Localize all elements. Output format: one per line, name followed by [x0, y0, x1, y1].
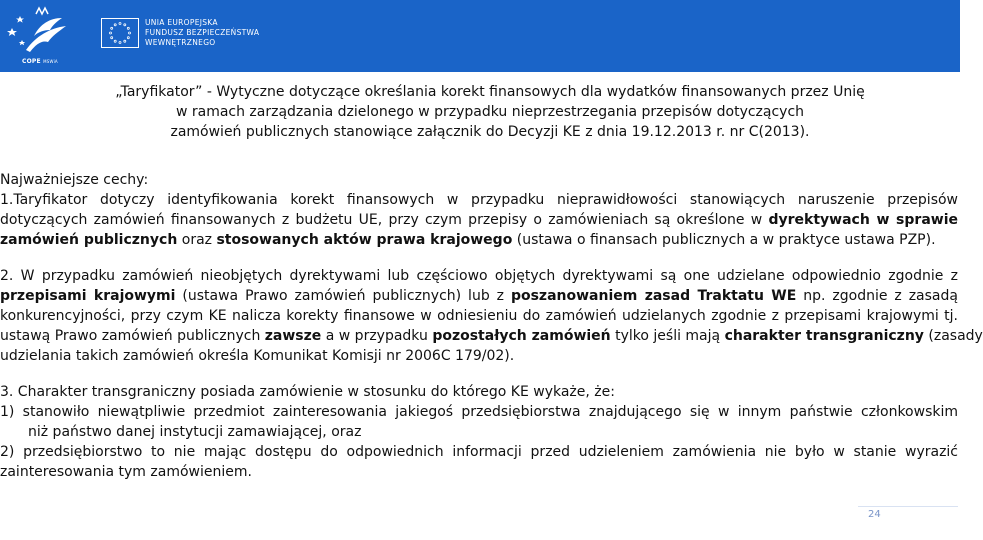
section2-line-4: ustawą Prawo zamówień publicznych zawsze a w przypadku pozostałych zamówień tylko jeśli mają charakter transgraniczny (zasady	[0, 328, 983, 344]
cope-logo	[6, 6, 70, 66]
section-heading: Najważniejsze cechy:	[0, 172, 149, 188]
section2-line-3: konkurencyjności, przy czym KE nalicza korekty finansowe w odniesieniu do zamówień udzielanych zgodnie z przepisami krajowymi tj.	[0, 308, 958, 324]
slide-title	[60, 82, 920, 142]
section3-line-2: 1) stanowiło niewątpliwie przedmiot zainteresowania jakiegoś przedsiębiorstwa znajdującego się w innym państwie członkowskim	[0, 404, 958, 420]
section2-line-2: przepisami krajowymi (ustawa Prawo zamówień publicznych) lub z poszanowaniem zasad Traktatu WE np. zgodnie z zasadą	[0, 288, 958, 304]
cope-eagle-logo-icon	[6, 6, 70, 58]
section1-line-3: zamówień publicznych oraz stosowanych aktów prawa krajowego (ustawa o finansach publicznych a w praktyce ustawa PZP).	[0, 232, 936, 248]
title-line-3: zamówień publicznych stanowiące załącznik do Decyzji KE z dnia 19.12.2013 r. nr C(2013).	[170, 124, 810, 140]
title-line-1: „Taryfikator” - Wytyczne dotyczące określania korekt finansowych dla wydatków finansowanych przez Unię	[115, 84, 865, 100]
eu-fund-label	[145, 18, 259, 48]
title-line-2: w ramach zarządzania dzielonego w przypadku nieprzestrzegania przepisów dotyczących	[175, 104, 805, 120]
eu-flag-icon	[101, 18, 139, 48]
cope-logo-text: COPE MSWiA	[22, 58, 58, 65]
header-bar	[0, 0, 960, 72]
section2-line-1: 2. W przypadku zamówień nieobjętych dyrektywami lub częściowo objętych dyrektywami są one udzielane odpowiednio zgodnie z	[0, 268, 958, 284]
footer-divider	[858, 506, 958, 507]
slide-body	[0, 170, 983, 482]
section2-line-5: udzielania takich zamówień określa Komunikat Komisji nr 2006C 179/02).	[0, 348, 515, 364]
section1-line-1: 1.Taryfikator dotyczy identyfikowania korekt finansowych w przypadku nieprawidłowości stanowiących naruszenie przepisów	[0, 192, 958, 208]
section1-line-2: dotyczących zamówień finansowanych z budżetu UE, przy czym przepisy o zamówieniach są określone w dyrektywach w sprawie	[0, 212, 958, 228]
eu-line-3: WEWNĘTRZNEGO	[145, 38, 216, 47]
section3-line-3: niż państwo danej instytucji zamawiającej, oraz	[28, 424, 362, 440]
section3-line-4: 2) przedsiębiorstwo to nie mając dostępu do odpowiednich informacji przed udzieleniem zamówienia nie było w stanie wyrazić	[0, 444, 958, 460]
eu-stars-ring	[102, 19, 138, 47]
section3-line-5: zainteresowania tym zamówieniem.	[0, 464, 252, 480]
eu-line-2: FUNDUSZ BEZPIECZEŃSTWA	[145, 28, 260, 37]
page-number: 24	[868, 509, 881, 520]
section3-line-1: 3. Charakter transgraniczny posiada zamówienie w stosunku do którego KE wykaże, że:	[0, 384, 615, 400]
eu-line-1: UNIA EUROPEJSKA	[145, 18, 218, 27]
